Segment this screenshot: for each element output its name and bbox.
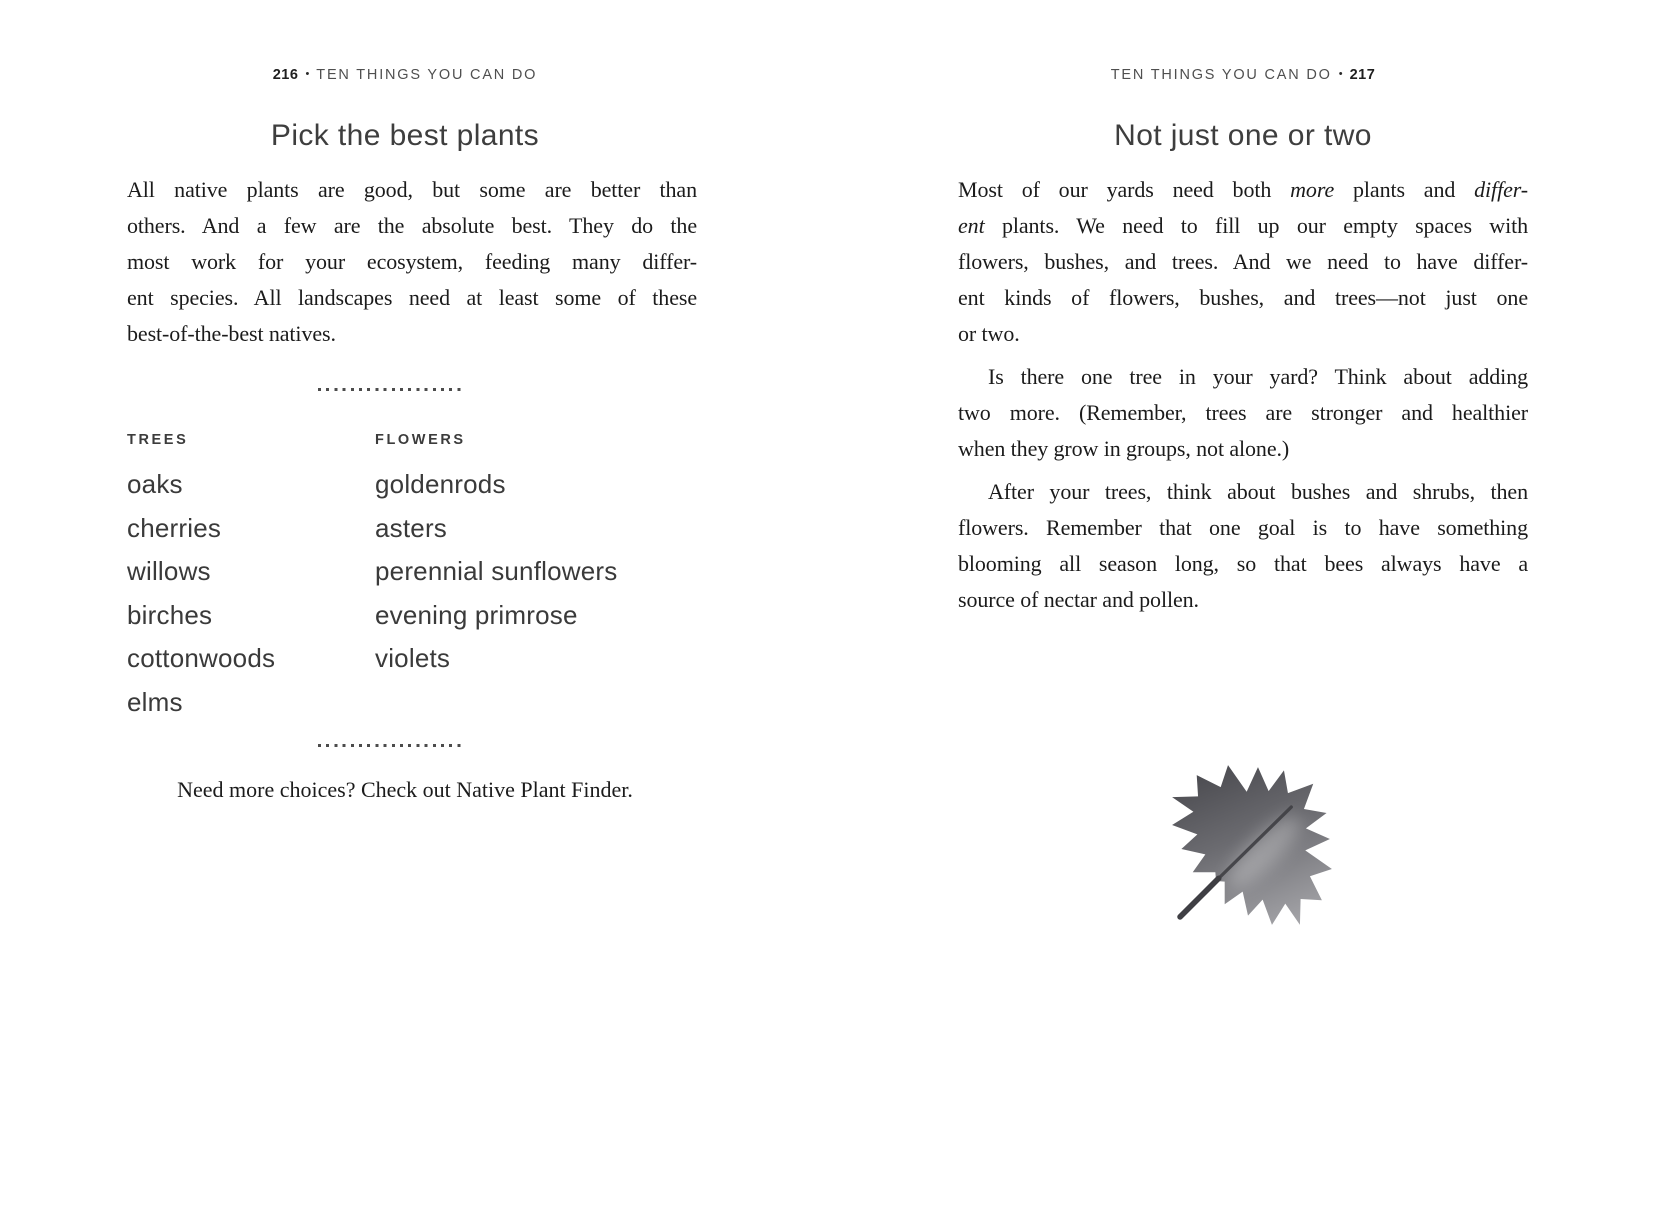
italic-word: ent <box>958 213 985 238</box>
paragraph-line: ent kinds of flowers, bushes, and trees—not just one <box>958 285 1528 310</box>
list-item: cottonwoods <box>127 643 276 673</box>
right-page-number: 217 <box>1349 67 1376 83</box>
flowers-list <box>375 430 617 681</box>
right-section-title: Not just one or two <box>1114 119 1372 152</box>
trees-list <box>127 430 275 724</box>
paragraph-line: best-of-the-best natives. <box>127 321 336 346</box>
paragraph-line: After your trees, think about bushes and shrubs, then <box>988 479 1528 504</box>
trees-list-heading: TREES <box>127 432 189 448</box>
list-item: evening primrose <box>375 599 578 630</box>
list-item: oaks <box>127 469 183 499</box>
list-item: asters <box>375 512 448 543</box>
dotted-divider-bottom <box>318 744 464 747</box>
list-item: violets <box>375 643 451 673</box>
list-item: willows <box>127 556 211 586</box>
paragraph-line: two more. (Remember, trees are stronger and healthier <box>958 400 1528 425</box>
list-item: cherries <box>127 512 222 543</box>
right-running-title: TEN THINGS YOU CAN DO <box>1110 67 1332 83</box>
right-text-column <box>958 172 1528 625</box>
maple-leaf-icon <box>1116 740 1372 966</box>
left-running-title: TEN THINGS YOU CAN DO <box>316 67 538 83</box>
paragraph-line: or two. <box>958 321 1020 346</box>
paragraph-line: source of nectar and pollen. <box>958 587 1199 612</box>
list-item: goldenrods <box>375 469 506 499</box>
left-section-title: Pick the best plants <box>270 119 540 152</box>
list-item: perennial sunflowers <box>375 556 618 586</box>
native-plant-finder-note: Need more choices? Check out Native Plant Finder. <box>177 777 633 802</box>
paragraph-line: flowers. Remember that one goal is to have something <box>958 515 1528 540</box>
paragraph-line: when they grow in groups, not alone.) <box>958 436 1290 461</box>
bullet-separator-icon: • <box>1338 68 1343 80</box>
paragraph-line: Most of our yards need both more plants and differ- <box>958 177 1528 202</box>
paragraph-line: most work for your ecosystem, feeding many differ- <box>127 249 697 274</box>
paragraph-line: ent plants. We need to fill up our empty spaces with <box>958 213 1528 238</box>
paragraph-line: others. And a few are the absolute best. They do the <box>127 213 697 238</box>
list-item: elms <box>127 686 183 717</box>
left-running-header <box>120 64 690 85</box>
dotted-divider-top <box>318 388 464 391</box>
paragraph-line: flowers, bushes, and trees. And we need to have differ- <box>958 249 1528 274</box>
paragraph <box>958 359 1528 467</box>
left-page-number: 216 <box>272 67 299 83</box>
paragraph-line: blooming all season long, so that bees always have a <box>958 551 1528 576</box>
italic-word: differ- <box>1474 177 1528 202</box>
flowers-list-heading: FLOWERS <box>375 432 466 448</box>
maple-leaf-illustration <box>1116 740 1372 966</box>
paragraph-line: All native plants are good, but some are better than <box>127 177 697 202</box>
italic-word: more <box>1290 177 1335 202</box>
left-paragraph <box>127 172 697 352</box>
paragraph <box>958 474 1528 618</box>
paragraph-line: Is there one tree in your yard? Think about adding <box>988 364 1528 389</box>
list-item: birches <box>127 599 213 630</box>
right-running-header <box>958 64 1528 85</box>
paragraph-line: ent species. All landscapes need at least some of these <box>127 285 697 310</box>
bullet-separator-icon: • <box>305 68 310 80</box>
paragraph <box>958 172 1528 352</box>
